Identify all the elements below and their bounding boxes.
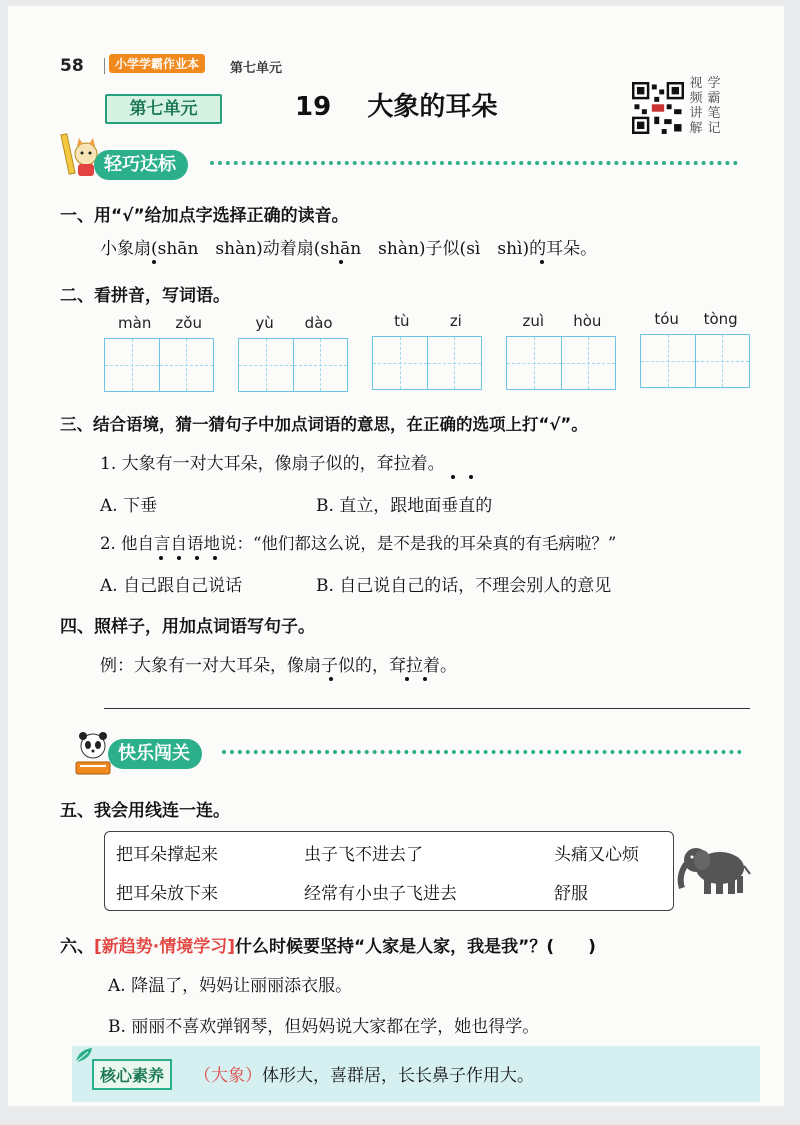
pinyin-syllable: hòu (573, 312, 602, 330)
lesson-name: 大象的耳朵 (367, 92, 498, 122)
question-6-heading (60, 932, 596, 957)
option-6a[interactable]: A. 降温了，妈妈让丽丽添衣服。 (108, 976, 353, 996)
elephant-icon (670, 836, 752, 900)
pinyin-syllable: zuì (522, 312, 545, 330)
pinyin-syllable: tòng (703, 310, 738, 328)
question-3-heading: 三、结合语境，猜一猜句子中加点词语的意思，在正确的选项上打“√”。 (60, 415, 588, 434)
match-right-item[interactable]: 头痛又心烦 (554, 845, 639, 865)
lesson-number: 19 (295, 92, 332, 122)
question-4-example: 例：大象有一对大耳朵，像扇子似的，耷拉着。 (100, 656, 457, 676)
core-literacy-label: 核心素养 (92, 1059, 172, 1090)
emphasis-dot (159, 556, 163, 560)
question-3-item-2: 2. 他自言自语地说：“他们都这么说，是不是我的耳朵真的有毛病啦？” (100, 534, 617, 553)
pinyin-group (106, 314, 214, 332)
match-middle-item[interactable]: 经常有小虫子飞进去 (304, 884, 457, 904)
section-divider (210, 161, 738, 165)
answer-line[interactable] (104, 708, 750, 709)
question-3-item-1: 1. 大象有一对大耳朵，像扇子似的，耷拉着。 (100, 454, 445, 474)
unit-label-small: 第七单元 (230, 61, 283, 76)
question-6-number: 六、 (60, 937, 94, 957)
qr-caption-video: 视频讲解 (689, 76, 703, 136)
question-4-heading: 四、照样子，用加点词语写句子。 (60, 617, 315, 637)
qr-code-icon[interactable] (632, 82, 684, 134)
match-right-item[interactable]: 舒服 (554, 884, 588, 904)
writing-grid[interactable] (238, 338, 348, 392)
writing-grid[interactable] (104, 338, 214, 392)
writing-grid[interactable] (640, 334, 750, 388)
option-1a[interactable]: A. 下垂 (100, 496, 158, 516)
header-divider (104, 58, 105, 74)
match-left-item[interactable]: 把耳朵放下来 (116, 884, 218, 904)
emphasis-dot (213, 556, 217, 560)
option-2a[interactable]: A. 自己跟自己说话 (100, 576, 243, 596)
pinyin-syllable: màn (118, 314, 152, 332)
workbook-page (8, 6, 784, 1106)
writing-grid[interactable] (506, 336, 616, 390)
option-1b[interactable]: B. 直立，跟地面垂直的 (316, 496, 493, 516)
core-literacy-highlight: （大象） (194, 1066, 262, 1086)
emphasis-dot (405, 677, 409, 681)
emphasis-dot (195, 556, 199, 560)
emphasis-dot (469, 475, 473, 479)
pinyin-syllable: dào (304, 314, 333, 332)
option-6b[interactable]: B. 丽丽不喜欢弹钢琴，但妈妈说大家都在学，她也得学。 (108, 1017, 540, 1037)
question-1-heading: 一、用“√”给加点字选择正确的读音。 (60, 206, 349, 226)
emphasis-dot (540, 260, 544, 264)
emphasis-dot (451, 475, 455, 479)
question-1-sentence: 小象扇(shān shàn)动着扇(shān shàn)子似(sì shì)的耳朵。 (100, 239, 598, 259)
pinyin-syllable: zǒu (175, 314, 202, 332)
question-5-heading: 五、我会用线连一连。 (60, 801, 230, 821)
question-2-heading: 二、看拼音，写词语。 (60, 286, 230, 306)
emphasis-dot (423, 677, 427, 681)
emphasis-dot (152, 260, 156, 264)
pinyin-group (374, 312, 482, 330)
pinyin-syllable: yù (255, 314, 274, 332)
pinyin-syllable: tóu (654, 310, 679, 328)
match-middle-item[interactable]: 虫子飞不进去了 (304, 845, 423, 865)
option-2b[interactable]: B. 自己说自己的话，不理会别人的意见 (316, 576, 612, 596)
pinyin-syllable: zi (449, 312, 462, 330)
book-name-badge: 小学学霸作业本 (109, 54, 205, 73)
pencil-cat-icon (60, 130, 100, 182)
emphasis-dot (329, 677, 333, 681)
lesson-title (295, 86, 497, 123)
section-badge-challenge: 快乐闯关 (108, 739, 202, 769)
core-literacy-text (194, 1061, 534, 1086)
pinyin-group (642, 310, 750, 328)
emphasis-dot (339, 260, 343, 264)
writing-grid[interactable] (372, 336, 482, 390)
match-left-item[interactable]: 把耳朵撑起来 (116, 845, 218, 865)
emphasis-dot (177, 556, 181, 560)
unit-box: 第七单元 (105, 94, 222, 124)
pinyin-group (508, 312, 616, 330)
section-divider (222, 750, 742, 754)
pinyin-group (240, 314, 348, 332)
core-literacy-body: 体形大，喜群居，长长鼻子作用大。 (262, 1066, 534, 1086)
pinyin-syllable: tù (394, 312, 410, 330)
page-number: 58 (60, 56, 84, 76)
section-badge-basic: 轻巧达标 (94, 150, 188, 180)
trend-tag: [新趋势·情境学习] (94, 937, 235, 957)
qr-caption-notes: 学霸笔记 (707, 76, 721, 136)
question-6-text: 什么时候要坚持“人家是人家，我是我”？( ) (235, 937, 596, 957)
